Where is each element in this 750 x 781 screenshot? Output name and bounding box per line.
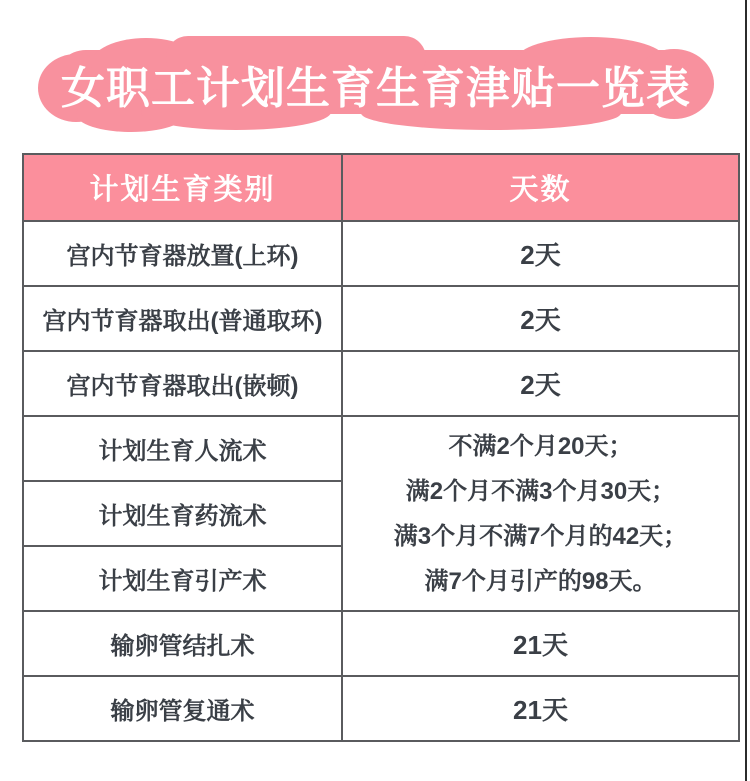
table-row — [23, 611, 739, 676]
category-cell: 计划生育引产术 — [23, 546, 342, 611]
table-row — [23, 416, 739, 481]
category-cell: 宫内节育器取出(普通取环) — [23, 286, 342, 351]
category-cell: 输卵管复通术 — [23, 676, 342, 741]
days-line: 满2个月不满3个月30天； — [405, 477, 676, 505]
days-cell: 21天 — [342, 611, 739, 676]
category-cell: 计划生育人流术 — [23, 416, 342, 481]
category-cell: 宫内节育器放置(上环) — [23, 221, 342, 286]
table-header-row — [23, 154, 739, 221]
days-cell: 2天 — [342, 351, 739, 416]
header-category: 计划生育类别 — [23, 154, 342, 221]
category-cell: 输卵管结扎术 — [23, 611, 342, 676]
days-line: 满7个月引产的98天。 — [424, 567, 657, 595]
days-cell: 2天 — [342, 221, 739, 286]
table-row — [23, 221, 739, 286]
title-banner — [36, 28, 716, 136]
table-row — [23, 351, 739, 416]
days-cell: 21天 — [342, 676, 739, 741]
header-days: 天数 — [342, 154, 739, 221]
table-row — [23, 676, 739, 741]
days-merged-cell — [342, 416, 739, 611]
days-line: 不满2个月20天； — [448, 432, 633, 460]
page-edge-line — [745, 0, 747, 781]
page-title: 女职工计划生育生育津贴一览表 — [61, 64, 691, 113]
benefits-table — [22, 153, 740, 742]
days-cell: 2天 — [342, 286, 739, 351]
days-line: 满3个月不满7个月的42天； — [393, 522, 688, 550]
table-row — [23, 286, 739, 351]
category-cell: 宫内节育器取出(嵌顿) — [23, 351, 342, 416]
category-cell: 计划生育药流术 — [23, 481, 342, 546]
